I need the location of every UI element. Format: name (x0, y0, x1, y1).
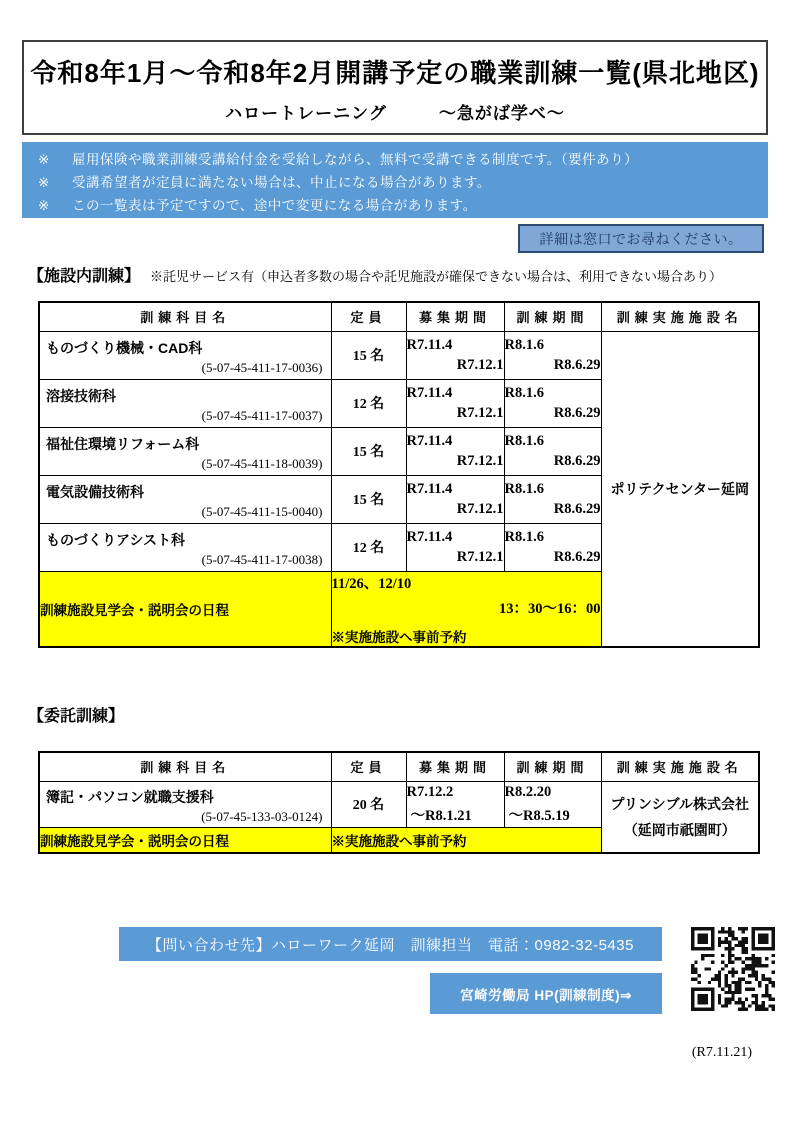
course-name: 溶接技術科 (46, 388, 116, 404)
col-header-facility: 訓練実施施設名 (601, 302, 759, 331)
capacity-cell: 12 名 (331, 523, 406, 571)
recruit-from: R7.11.4 (406, 432, 453, 449)
course-cell (39, 475, 331, 523)
schedule-label: 訓練施設見学会・説明会の日程 (39, 827, 331, 853)
train-from: R8.1.6 (504, 480, 544, 497)
notice-line (38, 194, 768, 217)
capacity-cell: 15 名 (331, 427, 406, 475)
notice-box (22, 142, 768, 218)
recruit-to: R7.12.1 (456, 404, 504, 421)
schedule-dates: 11/26、12/10 (331, 575, 412, 592)
capacity-cell: 20 名 (331, 781, 406, 827)
recruit-from: R7.11.4 (406, 480, 453, 497)
page-title: 令和8年1月～令和8年2月開講予定の職業訓練一覧(県北地区) (30, 58, 760, 88)
train-from: R8.1.6 (504, 384, 544, 401)
capacity-cell: 15 名 (331, 475, 406, 523)
recruit-period-cell (406, 379, 504, 427)
training-period-cell (504, 781, 601, 827)
notice-line (38, 171, 768, 194)
course-name: ものづくり機械・CAD科 (46, 340, 203, 356)
notice-text: 雇用保険や職業訓練受講給付金を受給しながら、無料で受講できる制度です。（要件あり） (72, 152, 639, 167)
contact-text: 【問い合わせ先】ハローワーク延岡 訓練担当 電話：0982-32-5435 (147, 936, 634, 954)
subtitle-left: ハロートレーニング (225, 104, 387, 123)
section-title: 【施設内訓練】 (28, 268, 141, 285)
hp-link-label: 宮崎労働局 HP(訓練制度)⇒ (460, 987, 632, 1003)
course-cell (39, 523, 331, 571)
details-note-text: 詳細は窓口でお尋ねください。 (539, 230, 743, 247)
col-header-capacity: 定員 (331, 752, 406, 781)
table-row (39, 781, 759, 827)
train-to: R8.6.29 (553, 404, 601, 421)
train-from: R8.1.6 (504, 528, 544, 545)
train-to: R8.6.29 (553, 452, 601, 469)
training-period-cell (504, 331, 601, 379)
asterisk-icon: ※ (38, 175, 50, 190)
course-code: (5-07-45-411-17-0036) (201, 360, 323, 375)
col-header-period: 訓練期間 (504, 302, 601, 331)
revision-date: (R7.11.21) (691, 1045, 752, 1060)
table-row (39, 331, 759, 379)
course-cell (39, 427, 331, 475)
recruit-to: R7.12.1 (456, 500, 504, 517)
course-name: 簿記・パソコン就職支援科 (46, 789, 214, 805)
schedule-detail-cell (331, 571, 601, 647)
facility-name-cell (601, 781, 759, 853)
train-to: R8.6.29 (553, 500, 601, 517)
facility-training-table (38, 301, 760, 648)
train-from: R8.2.20 (504, 783, 552, 800)
course-name: 福祉住環境リフォーム科 (46, 436, 200, 452)
train-to: ～R8.5.19 (508, 807, 570, 824)
col-header-period: 訓練期間 (504, 752, 601, 781)
schedule-note: ※実施施設へ事前予約 (331, 629, 467, 645)
course-code: (5-07-45-411-17-0037) (201, 408, 323, 423)
training-period-cell (504, 427, 601, 475)
notice-line (38, 148, 768, 171)
recruit-period-cell (406, 475, 504, 523)
contact-bar (119, 927, 662, 961)
facility-section-heading (28, 263, 722, 286)
asterisk-icon: ※ (38, 198, 50, 213)
schedule-detail-cell (331, 827, 601, 853)
page-subtitle (24, 99, 766, 124)
course-code: (5-07-45-133-03-0124) (201, 809, 323, 824)
table-header-row (39, 752, 759, 781)
train-to: R8.6.29 (553, 548, 601, 565)
train-from: R8.1.6 (504, 336, 544, 353)
recruit-from: R7.11.4 (406, 384, 453, 401)
hp-link-button[interactable] (430, 973, 662, 1014)
train-to: R8.6.29 (553, 356, 601, 373)
recruit-period-cell (406, 781, 504, 827)
qr-code-image (691, 927, 775, 1011)
table-header-row (39, 302, 759, 331)
notice-text: この一覧表は予定ですので、途中で変更になる場合があります。 (72, 198, 477, 213)
notice-text: 受講希望者が定員に満たない場合は、中止になる場合があります。 (72, 175, 491, 190)
course-cell (39, 781, 331, 827)
course-name: ものづくりアシスト科 (46, 532, 186, 548)
course-cell (39, 331, 331, 379)
details-note-box (518, 224, 764, 253)
col-header-capacity: 定員 (331, 302, 406, 331)
training-period-cell (504, 379, 601, 427)
recruit-period-cell (406, 523, 504, 571)
training-period-cell (504, 475, 601, 523)
col-header-recruit: 募集期間 (406, 302, 504, 331)
facility-name-cell: ポリテクセンター延岡 (601, 331, 759, 647)
training-period-cell (504, 523, 601, 571)
course-cell (39, 379, 331, 427)
recruit-to: ～R8.1.21 (410, 807, 472, 824)
capacity-cell: 12 名 (331, 379, 406, 427)
recruit-to: R7.12.1 (456, 452, 504, 469)
course-code: (5-07-45-411-18-0039) (201, 456, 323, 471)
section-title: 【委託訓練】 (28, 708, 125, 725)
course-name: 電気設備技術科 (46, 484, 144, 500)
col-header-course: 訓練科目名 (39, 752, 331, 781)
course-code: (5-07-45-411-17-0038) (201, 552, 323, 567)
capacity-cell: 15 名 (331, 331, 406, 379)
recruit-to: R7.12.1 (456, 356, 504, 373)
title-box (22, 40, 768, 135)
train-from: R8.1.6 (504, 432, 544, 449)
col-header-recruit: 募集期間 (406, 752, 504, 781)
col-header-facility: 訓練実施施設名 (601, 752, 759, 781)
recruit-period-cell (406, 427, 504, 475)
col-header-course: 訓練科目名 (39, 302, 331, 331)
schedule-time: 13：30～16：00 (499, 600, 601, 617)
recruit-period-cell (406, 331, 504, 379)
course-code: (5-07-45-411-15-0040) (201, 504, 323, 519)
consign-section-heading (28, 703, 124, 726)
recruit-from: R7.12.2 (406, 783, 454, 800)
schedule-note: ※実施施設へ事前予約 (331, 833, 467, 849)
asterisk-icon: ※ (38, 152, 50, 167)
facility-name: プリンシブル株式会社 (610, 795, 750, 812)
consign-training-table (38, 751, 760, 854)
qr-code (691, 927, 775, 1011)
subtitle-right: ～急がば学べ～ (438, 104, 565, 123)
recruit-to: R7.12.1 (456, 548, 504, 565)
recruit-from: R7.11.4 (406, 528, 453, 545)
section-note: ※託児サービス有（申込者多数の場合や託児施設が確保できない場合は、利用できない場合あり） (150, 269, 723, 284)
facility-address: （延岡市祇園町） (623, 821, 736, 838)
schedule-label: 訓練施設見学会・説明会の日程 (39, 571, 331, 647)
recruit-from: R7.11.4 (406, 336, 453, 353)
